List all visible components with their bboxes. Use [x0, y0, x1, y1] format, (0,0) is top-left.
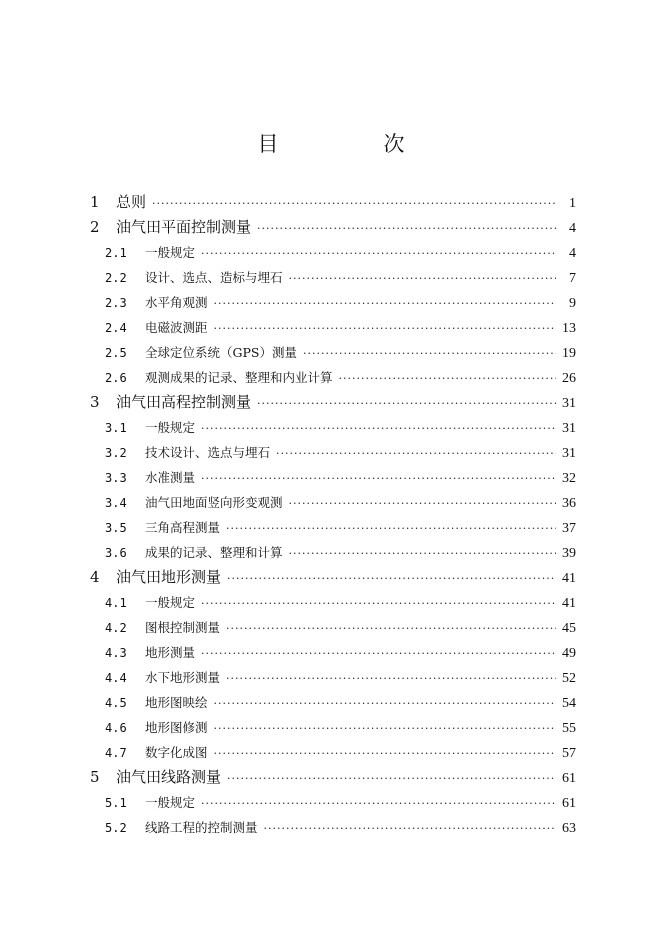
toc-entry-title: 油气田地形测量	[116, 568, 222, 586]
toc-entry-number: 2.4	[105, 321, 127, 335]
toc-entry-number: 5	[90, 768, 100, 786]
dot-leader	[214, 691, 556, 716]
toc-entry-page-number: 36	[562, 496, 576, 511]
toc-entry-page-number: 63	[562, 821, 576, 836]
toc-entry-number: 2.1	[105, 246, 127, 260]
toc-section-entry	[90, 815, 576, 840]
toc-entry-title: 水准测量	[145, 470, 196, 485]
toc-section-entry	[90, 540, 576, 565]
dot-leader	[226, 616, 556, 641]
dot-leader	[276, 441, 556, 466]
toc-entry-number: 4	[90, 568, 100, 586]
toc-entry-title: 三角高程测量	[145, 520, 221, 535]
toc-section-entry	[90, 490, 576, 515]
toc-entry-title: 图根控制测量	[145, 620, 221, 635]
dot-leader	[214, 741, 556, 766]
toc-entry-title: 一般规定	[145, 595, 196, 610]
dot-leader	[227, 766, 556, 791]
toc-entry-page-number: 39	[562, 546, 576, 561]
toc-entry-number: 3.6	[105, 546, 127, 560]
toc-entry-title: 油气田平面控制测量	[116, 218, 252, 236]
toc-entry-number: 2.3	[105, 296, 127, 310]
toc-entry-title: 线路工程的控制测量	[145, 820, 258, 835]
toc-entry-title: 总则	[116, 193, 147, 211]
toc-entry-number: 4.7	[105, 746, 127, 760]
toc-entry-page-number: 9	[569, 296, 576, 311]
dot-leader	[289, 266, 556, 291]
toc-section-entry	[90, 440, 576, 465]
toc-entry-page-number: 26	[562, 371, 576, 386]
toc-entry-title: 观测成果的记录、整理和内业计算	[145, 370, 333, 385]
toc-section-entry	[90, 715, 576, 740]
dot-leader	[226, 666, 556, 691]
toc-section-entry	[90, 615, 576, 640]
toc-entry-page-number: 37	[562, 521, 576, 536]
dot-leader	[289, 491, 556, 516]
dot-leader	[264, 816, 556, 841]
table-of-contents	[90, 190, 576, 840]
dot-leader	[303, 341, 556, 366]
toc-entry-page-number: 57	[562, 746, 576, 761]
toc-entry-page-number: 31	[562, 396, 576, 411]
toc-entry-title: 油气田线路测量	[116, 768, 222, 786]
toc-entry-number: 4.2	[105, 621, 127, 635]
toc-entry-number: 2.2	[105, 271, 127, 285]
dot-leader	[201, 466, 556, 491]
toc-entry-page-number: 55	[562, 721, 576, 736]
dot-leader	[214, 291, 556, 316]
toc-entry-page-number: 41	[562, 596, 576, 611]
toc-entry-page-number: 7	[569, 271, 576, 286]
toc-entry-title: 油气田地面竖向形变观测	[145, 495, 283, 510]
dot-leader	[214, 716, 556, 741]
dot-leader	[152, 191, 556, 216]
toc-chapter-entry	[90, 215, 576, 240]
toc-entry-number: 3.1	[105, 421, 127, 435]
toc-entry-number: 5.2	[105, 821, 127, 835]
toc-entry-number: 3.4	[105, 496, 127, 510]
toc-entry-title: 成果的记录、整理和计算	[145, 545, 283, 560]
toc-chapter-entry	[90, 565, 576, 590]
toc-entry-number: 1	[90, 193, 100, 211]
toc-entry-title: 技术设计、选点与埋石	[145, 445, 271, 460]
toc-entry-page-number: 61	[562, 771, 576, 786]
toc-entry-title: 地形测量	[145, 645, 196, 660]
toc-section-entry	[90, 365, 576, 390]
dot-leader	[214, 316, 556, 341]
toc-entry-number: 3.2	[105, 446, 127, 460]
toc-entry-number: 3.3	[105, 471, 127, 485]
dot-leader	[226, 516, 556, 541]
dot-leader	[201, 416, 556, 441]
toc-section-entry	[90, 265, 576, 290]
toc-entry-title: 一般规定	[145, 420, 196, 435]
toc-entry-title: 设计、选点、造标与埋石	[145, 270, 283, 285]
dot-leader	[227, 566, 556, 591]
toc-section-entry	[90, 315, 576, 340]
toc-section-entry	[90, 790, 576, 815]
page-title: 目 次	[257, 132, 447, 156]
toc-entry-title: 地形图映绘	[145, 695, 208, 710]
toc-section-entry	[90, 640, 576, 665]
dot-leader	[257, 391, 556, 416]
toc-section-entry	[90, 415, 576, 440]
toc-entry-title: 水平角观测	[145, 295, 208, 310]
toc-chapter-entry	[90, 765, 576, 790]
toc-entry-page-number: 4	[569, 246, 576, 261]
toc-section-entry	[90, 340, 576, 365]
toc-entry-page-number: 61	[562, 796, 576, 811]
toc-entry-page-number: 45	[562, 621, 576, 636]
toc-entry-title: 数字化成图	[145, 745, 208, 760]
toc-section-entry	[90, 665, 576, 690]
toc-entry-page-number: 52	[562, 671, 576, 686]
toc-chapter-entry	[90, 390, 576, 415]
toc-entry-title: 地形图修测	[145, 720, 208, 735]
toc-entry-title: 一般规定	[145, 245, 196, 260]
toc-entry-number: 4.6	[105, 721, 127, 735]
toc-entry-number: 3	[90, 393, 100, 411]
toc-entry-title: 全球定位系统（GPS）测量	[145, 345, 297, 360]
toc-section-entry	[90, 465, 576, 490]
toc-entry-number: 4.4	[105, 671, 127, 685]
toc-entry-page-number: 13	[562, 321, 576, 336]
dot-leader	[201, 791, 556, 816]
toc-entry-page-number: 49	[562, 646, 576, 661]
toc-entry-title: 一般规定	[145, 795, 196, 810]
toc-entry-number: 4.5	[105, 696, 127, 710]
toc-chapter-entry	[90, 190, 576, 215]
toc-section-entry	[90, 590, 576, 615]
toc-entry-number: 3.5	[105, 521, 127, 535]
toc-entry-number: 2.6	[105, 371, 127, 385]
toc-entry-page-number: 1	[569, 196, 576, 211]
toc-entry-number: 4.3	[105, 646, 127, 660]
toc-entry-page-number: 4	[569, 221, 576, 236]
toc-entry-title: 水下地形测量	[145, 670, 221, 685]
toc-entry-page-number: 54	[562, 696, 576, 711]
toc-entry-page-number: 32	[562, 471, 576, 486]
toc-entry-number: 2.5	[105, 346, 127, 360]
toc-entry-number: 2	[90, 218, 100, 236]
toc-section-entry	[90, 240, 576, 265]
toc-section-entry	[90, 690, 576, 715]
toc-entry-title: 油气田高程控制测量	[116, 393, 252, 411]
dot-leader	[257, 216, 556, 241]
dot-leader	[201, 591, 556, 616]
dot-leader	[339, 366, 556, 391]
toc-entry-page-number: 31	[562, 446, 576, 461]
toc-entry-number: 5.1	[105, 796, 127, 810]
dot-leader	[289, 541, 556, 566]
toc-entry-page-number: 31	[562, 421, 576, 436]
dot-leader	[201, 641, 556, 666]
dot-leader	[201, 241, 556, 266]
toc-entry-page-number: 41	[562, 571, 576, 586]
toc-section-entry	[90, 515, 576, 540]
toc-section-entry	[90, 740, 576, 765]
toc-entry-title: 电磁波测距	[145, 320, 208, 335]
toc-entry-number: 4.1	[105, 596, 127, 610]
toc-section-entry	[90, 290, 576, 315]
toc-entry-page-number: 19	[562, 346, 576, 361]
